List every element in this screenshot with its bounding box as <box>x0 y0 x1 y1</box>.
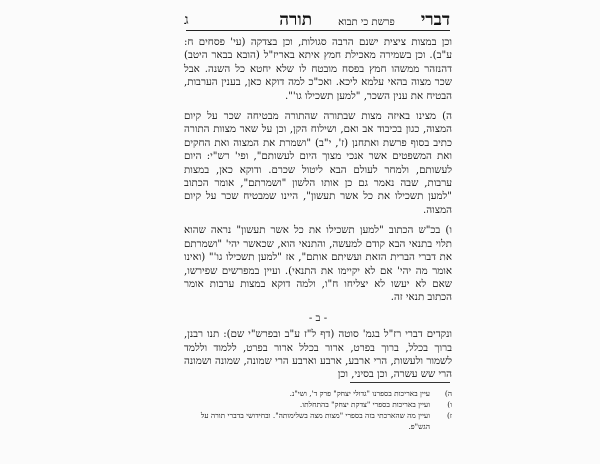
parsha-title: פרשת כי תבוא <box>338 17 395 28</box>
book-title: דברי <box>420 10 450 30</box>
footnote <box>184 388 452 399</box>
section-mark: - ב - <box>308 312 328 324</box>
header-rule <box>186 30 450 31</box>
footnotes <box>184 388 452 432</box>
paragraph-2: ה) מצינו באיזה מצות שבתורה שהתורה מבטיחה שכר על קיום המצוה, כגון בכיבוד אב ואם, ושילוח הקן, וכן על שאר מצוות התורה כתיב בסוף פרשת ואתחנן (ז', י"ב) "ושמרת את המצוה ואת החקים ואת המשפטים אשר אנכי מצוך היום לעשותם", ופי' רש"י: היום לעשותם, ולמחר לעולם הבא ליטול שכרם. ודוקא כאן, במצות ערבות, שבה נאמר גם כן אותו הלשון "ושמרתם", אומר הכתוב "למען תשכילו את כל אשר תעשון", היינו שמבטיח שכר על קיום המצוה. <box>184 111 452 216</box>
body-text <box>184 36 452 389</box>
footnote-mark: ו) <box>447 400 452 409</box>
footnote-text: עיין באריכות בספרנו "גדולי יצחק" פרק ד', ושי"נ. <box>289 389 430 398</box>
page-number: ג <box>184 12 189 28</box>
footnote <box>184 399 452 410</box>
paragraph-1: וכן במצות ציצית ישנם הרבה סגולות, וכן בצדקה (עי' פסחים ח: ע"ב). וכן בשמירה מאכילת חמץ איתא באריז"ל (הובא בבאר היטב) דהנזהר ממשהו חמץ בפסח מובטח לו שלא יחטא כל השנה. אבל שכר מצוה בהאי עלמא ליכא. ואכ"כ למה דוקא כאן, בענין הערבות, הבטיח את ענין השכר, "למען תשכילו גו'". <box>184 37 452 102</box>
paragraph-3: ו) בכ"ש הכתוב "למען תשכילו את כל אשר תעשון" נראה שהוא תלוי בתנאי הבא קודם למעשה, והתנאי הוא, שכאשר יהי' "ושמרתם את דברי הברית הזאת ועשיתם אותם", אז "למען תשכילו גו'" (ואינו אומר מה יהי' אם לא יקיימו את התנאי). ועיין במפרשים שפירשו, שאם לא יעשו לא יצליחו ח"ו, ולמה דוקא במצות ערבות אומר הכתוב תנאי זה. <box>184 225 452 304</box>
footnote-text: ועיין באריכות בספרי "צדקת יצחק" בהתחלתו. <box>299 400 430 409</box>
footnote-mark: ז) <box>447 411 452 420</box>
footnote-rule <box>350 382 450 383</box>
paragraph-4: ונקדים דברי רז"ל בגמ' סוטה (דף ל"ז ע"ב ובפרש"י שם): תנו רבנן, ברוך בכלל, ברוך בפרט, ארור בכלל ארור בפרט, ללמוד וללמד לשמור ולעשות, הרי ארבע, ארבע וארבע הרי שמונה, שמונה ושמונה הרי שש עשרה, וכן בסיני, וכן <box>184 329 452 381</box>
page-header <box>184 12 450 30</box>
footnote-mark: ה) <box>444 389 452 398</box>
section-title: תורה <box>279 10 313 30</box>
footnote-text: ועיין מה שהארכתי בזה בספרי "מצות מצה בשלימותה". ובחידושי בדברי תורה על הגש"פ. <box>200 411 430 431</box>
footnote <box>184 410 452 432</box>
